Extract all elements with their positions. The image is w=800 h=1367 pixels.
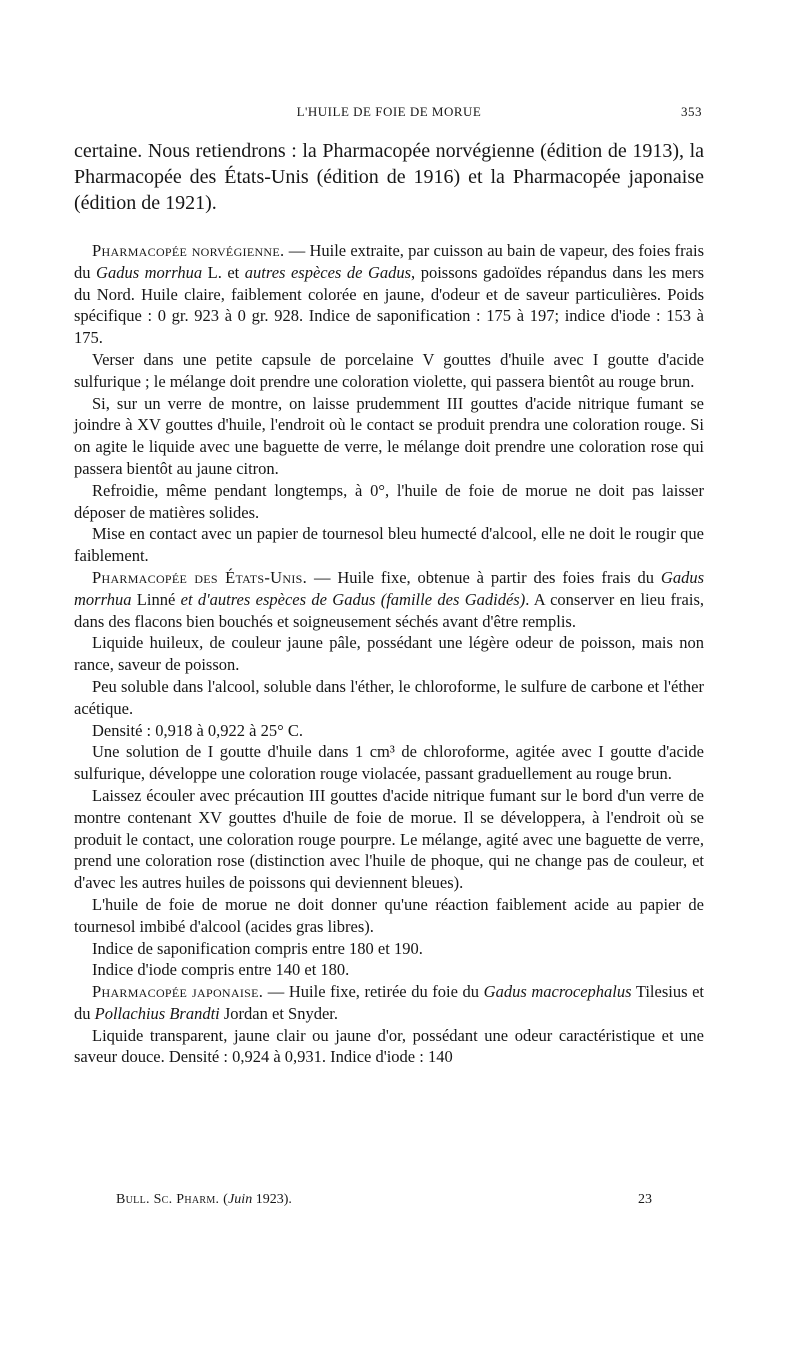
page-number: 353 <box>681 104 702 119</box>
issue-month: Juin <box>228 1192 253 1207</box>
paragraph: Densité : 0,918 à 0,922 à 25° C. <box>92 720 303 740</box>
running-head <box>74 104 704 124</box>
species-name: autres espèces de Gadus <box>244 262 412 282</box>
species-name: Gadus morrhua <box>96 262 203 282</box>
paragraph: Liquide huileux, de couleur jaune pâle, possédant une légère odeur de poisson, mais non rance, saveur de poisson. <box>74 633 704 675</box>
section-norvegienne <box>74 240 704 349</box>
page-footer <box>74 1192 704 1212</box>
paragraph: Peu soluble dans l'alcool, soluble dans l'éther, le chloroforme, le sulfure de carbone et l'éther acétique. <box>74 676 704 718</box>
intro-paragraph: certaine. Nous retiendrons : la Pharmacopée norvégienne (édition de 1913), la Pharmacopée des États-Unis (édition de 1916) et la Pharmacopée japonaise (édition de 1921). <box>74 140 704 214</box>
section-etats-unis <box>74 567 704 632</box>
species-name: et d'autres espèces de Gadus <box>180 589 376 609</box>
section-text: — Huile fixe, obtenue à partir des foies frais du <box>307 567 661 587</box>
paragraph: Verser dans une petite capsule de porcelaine V gouttes d'huile avec I goutte d'acide sulfurique ; le mélange doit prendre une coloration violette, qui passera bientôt au rouge brun. <box>74 349 704 391</box>
section-text: — Huile fixe, retirée du foie du <box>263 982 484 1002</box>
paragraph: Laissez écouler avec précaution III gouttes d'acide nitrique fumant sur le bord d'un verre de montre contenant XV gouttes d'huile de foie de morue. Il se développera, à l'endroit où se produit le contact, une coloration rouge pourpre. Le mélange, agité avec une baguette de verre, prend une coloration rose (distinction avec l'huile de phoque, qui ne change pas de couleur, et d'avec les autres huiles de poissons qui deviennent bleues). <box>74 785 704 893</box>
journal-citation <box>116 1192 292 1208</box>
section-text: — Huile extraite, par cuisson au bain de vapeur, des foies frais du <box>74 241 704 282</box>
section-text: Linné <box>131 589 181 609</box>
species-name: Gadus morrhua <box>74 567 705 609</box>
species-name: Pollachius Brandti <box>94 1003 220 1023</box>
journal-name: Bull. Sc. Pharm. ( <box>116 1192 229 1207</box>
running-title: L'HUILE DE FOIE DE MORUE <box>296 104 482 119</box>
paragraph: Si, sur un verre de montre, on laisse prudemment III gouttes d'acide nitrique fumant se joindre à XV gouttes d'huile, l'endroit où le contact se produit prendra une coloration rouge. Si on agite le liquide avec une baguette de verre, le mélange doit prendre une coloration rose qui passera bientôt au jaune citron. <box>74 393 704 478</box>
issue-year: 1923). <box>252 1192 292 1207</box>
paragraph: Refroidie, même pendant longtemps, à 0°, l'huile de foie de morue ne doit pas laisser déposer de matières solides. <box>74 480 704 522</box>
family-name: (famille des Gadidés) <box>375 589 526 609</box>
paragraph: Indice d'iode compris entre 140 et 180. <box>92 960 350 980</box>
section-text: L. et <box>202 262 245 282</box>
page <box>74 0 704 1367</box>
paragraph: Une solution de I goutte d'huile dans 1 cm³ de chloroforme, agitée avec I goutte d'acide sulfurique, développe une coloration rouge violacée, passant graduellement au rouge brun. <box>74 742 704 784</box>
section-heading: Pharmacopée japonaise. <box>92 982 264 1002</box>
paragraph: L'huile de foie de morue ne doit donner qu'une réaction faiblement acide au papier de tournesol imbibé d'alcool (acides gras libres). <box>74 894 704 936</box>
species-name: Gadus macrocephalus <box>483 982 632 1002</box>
paragraph: Indice de saponification compris entre 180 et 190. <box>92 938 423 958</box>
paragraph: Mise en contact avec un papier de tournesol bleu humecté d'alcool, elle ne doit le rougir que faiblement. <box>74 524 704 566</box>
section-heading: Pharmacopée norvégienne. <box>92 241 285 260</box>
section-text: . A conserver en lieu frais, dans des flacons bien bouchés et soigneusement séchés avant d'être remplis. <box>74 589 705 631</box>
signature-mark: 23 <box>638 1192 652 1207</box>
section-heading: Pharmacopée des États-Unis. <box>92 567 308 587</box>
section-japonaise <box>74 981 704 1025</box>
section-text: , poissons gadoïdes répandus dans les mers du Nord. Huile claire, faiblement colorée en jaune, d'odeur et de saveur particulières. Poids spécifique : 0 gr. 923 à 0 gr. 928. Indice de saponification : 175 à 197; indice d'iode : 153 à 175. <box>74 262 705 348</box>
paragraph: Liquide transparent, jaune clair ou jaune d'or, possédant une odeur caractéristique et une saveur douce. Densité : 0,924 à 0,931. Indice d'iode : 140 <box>74 1025 704 1067</box>
section-text: Tilesius et du <box>74 982 705 1023</box>
article-body <box>74 240 704 1068</box>
section-text: Jordan et Snyder. <box>219 1003 338 1023</box>
